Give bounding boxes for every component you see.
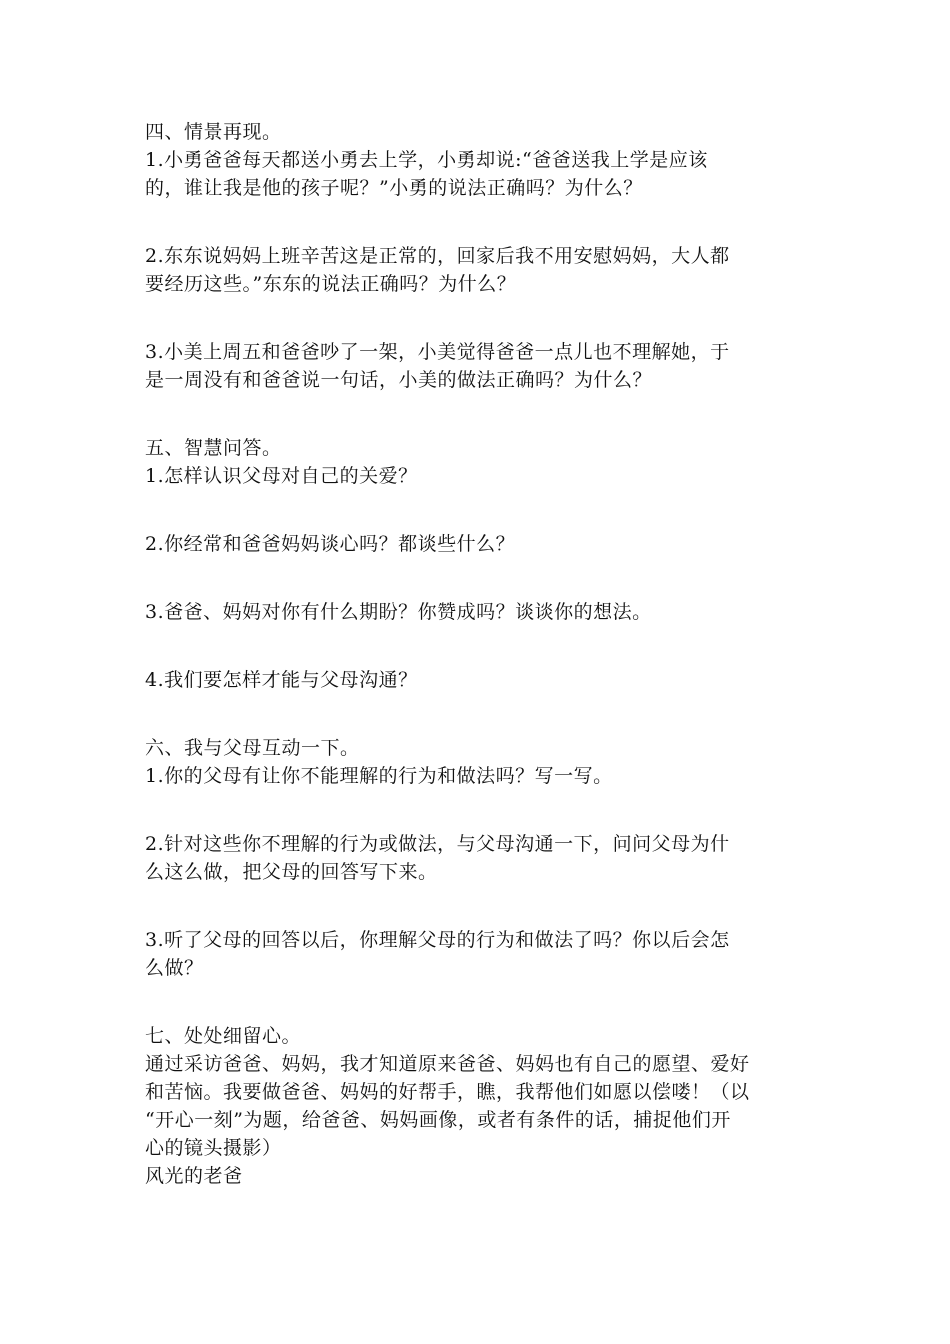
question-item — [145, 598, 810, 626]
question-item — [145, 462, 810, 490]
question-item — [145, 926, 810, 982]
question-line: 1.怎样认识父母对自己的关爱？ — [145, 465, 418, 487]
question-line: 要经历这些。”东东的说法正确吗？为什么？ — [145, 273, 517, 295]
paragraph-line: “开心一刻”为题，给爸爸、妈妈画像，或者有条件的话，捕捉他们开 — [145, 1109, 731, 1131]
question-item — [145, 666, 810, 694]
question-line: 2.针对这些你不理解的行为或做法，与父母沟通一下，问问父母为什 — [145, 833, 730, 855]
section-wisdom-qa — [145, 434, 810, 694]
section-parent-interaction — [145, 734, 810, 982]
paragraph — [145, 1050, 810, 1190]
question-line: 的，谁让我是他的孩子呢？”小勇的说法正确吗？为什么？ — [145, 177, 643, 199]
section-heading: 四、情景再现。 — [145, 121, 282, 143]
section-heading: 五、智慧问答。 — [145, 437, 282, 459]
question-line: 2.你经常和爸爸妈妈谈心吗？都谈些什么？ — [145, 533, 516, 555]
paragraph-line: 和苦恼。我要做爸爸、妈妈的好帮手，瞧，我帮他们如愿以偿喽！（以 — [145, 1081, 750, 1103]
document-body — [145, 118, 810, 1190]
section-heading: 六、我与父母互动一下。 — [145, 737, 360, 759]
question-line: 是一周没有和爸爸说一句话，小美的做法正确吗？为什么？ — [145, 369, 653, 391]
question-item — [145, 146, 810, 202]
question-item — [145, 530, 810, 558]
question-item — [145, 762, 810, 790]
question-line: 3.小美上周五和爸爸吵了一架，小美觉得爸爸一点儿也不理解她，于 — [145, 341, 730, 363]
question-line: 3.爸爸、妈妈对你有什么期盼？你赞成吗？谈谈你的想法。 — [145, 601, 652, 623]
paragraph-line: 通过采访爸爸、妈妈，我才知道原来爸爸、妈妈也有自己的愿望、爱好 — [145, 1053, 750, 1075]
section-situation-replay — [145, 118, 810, 394]
paragraph-line: 风光的老爸 — [145, 1165, 243, 1187]
question-item — [145, 338, 810, 394]
question-line: 么做？ — [145, 957, 204, 979]
question-line: 4.我们要怎样才能与父母沟通？ — [145, 669, 418, 691]
question-item — [145, 242, 810, 298]
section-heading: 七、处处细留心。 — [145, 1025, 302, 1047]
question-line: 3.听了父母的回答以后，你理解父母的行为和做法了吗？你以后会怎 — [145, 929, 730, 951]
question-line: 么这么做，把父母的回答写下来。 — [145, 861, 438, 883]
question-item — [145, 830, 810, 886]
question-line: 1.你的父母有让你不能理解的行为和做法吗？写一写。 — [145, 765, 613, 787]
question-line: 2.东东说妈妈上班辛苦这是正常的，回家后我不用安慰妈妈，大人都 — [145, 245, 730, 267]
paragraph-line: 心的镜头摄影） — [145, 1137, 282, 1159]
section-pay-attention — [145, 1022, 810, 1190]
question-line: 1.小勇爸爸每天都送小勇去上学，小勇却说:“爸爸送我上学是应该 — [145, 149, 708, 171]
